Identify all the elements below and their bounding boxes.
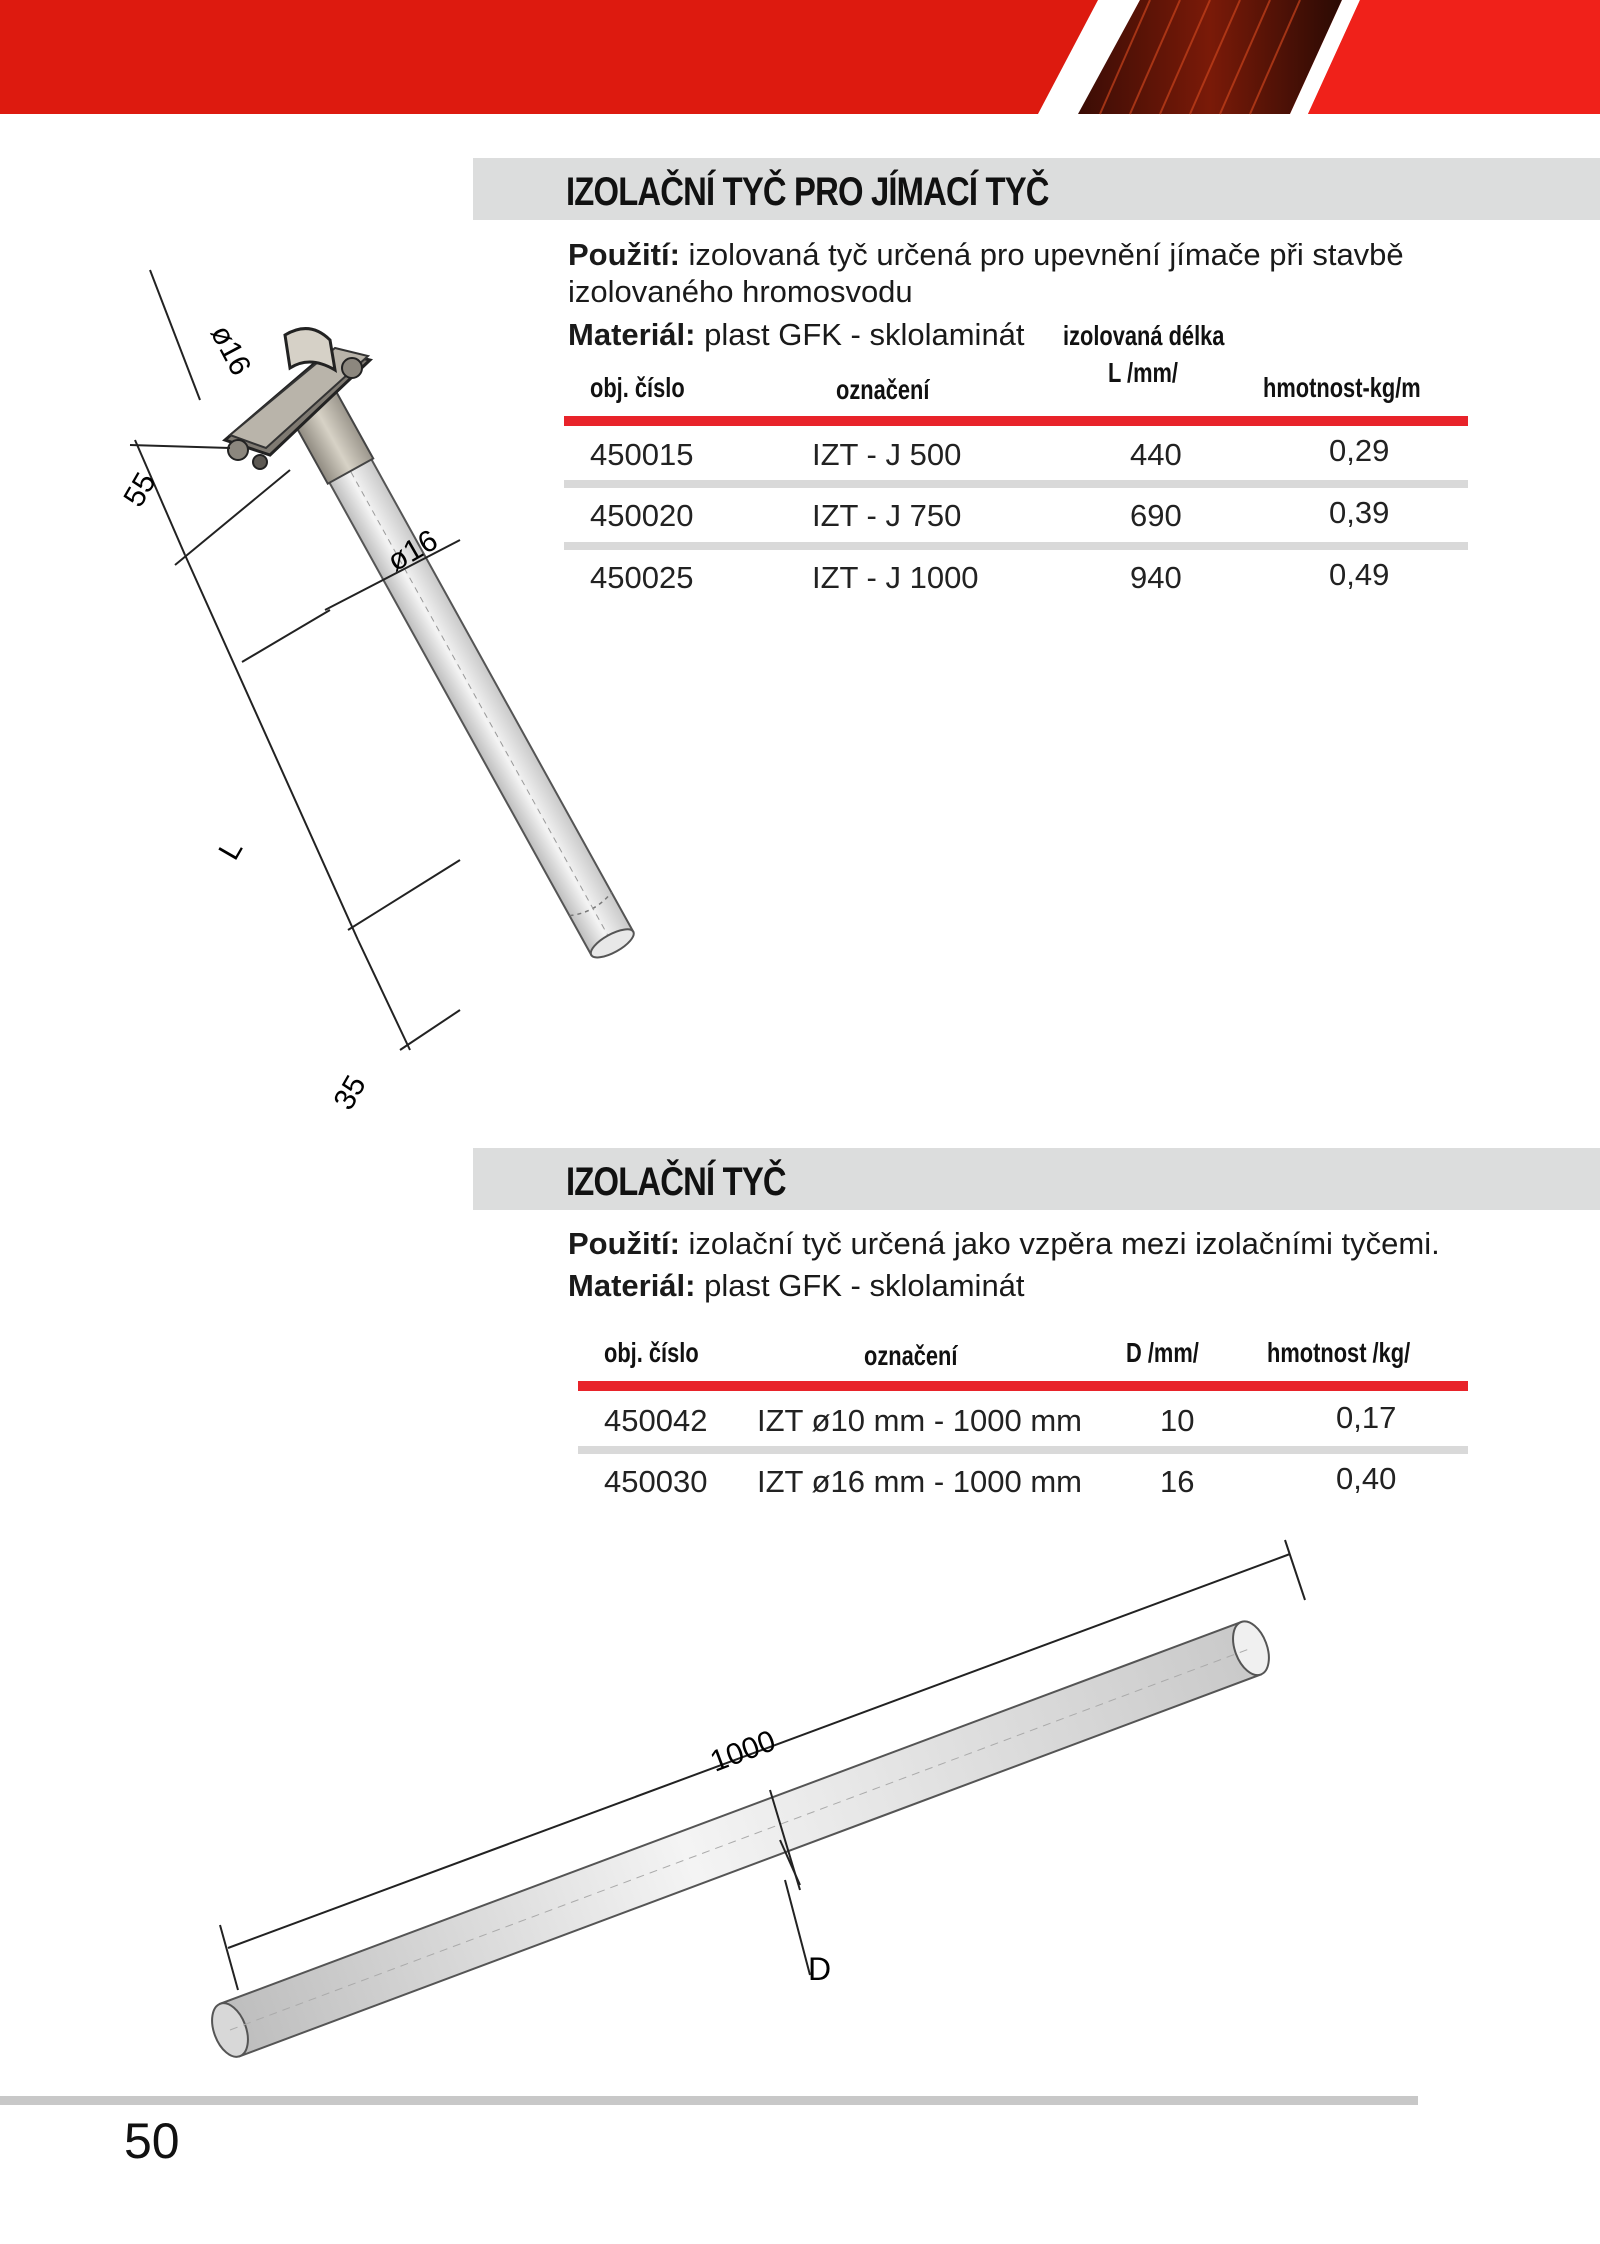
s1-header-l-mm: L /mm/ <box>1108 357 1178 388</box>
s1-row3-hmotnost: 0,49 <box>1329 557 1390 592</box>
s2-row-divider <box>578 1446 1468 1454</box>
s2-row1-d: 10 <box>1160 1403 1195 1438</box>
section2-material <box>568 1267 1025 1304</box>
section1-title-bar <box>473 158 1600 220</box>
section1-rod-drawing <box>117 250 690 1130</box>
section1-usage <box>568 236 1404 273</box>
s1-row1-hmotnost: 0,29 <box>1329 433 1390 468</box>
section2-usage-label: Použití: <box>568 1226 680 1261</box>
section2-usage <box>568 1225 1440 1262</box>
s2-header-hmotnost: hmotnost /kg/ <box>1267 1337 1411 1368</box>
section2-usage-text: izolační tyč určená jako vzpěra mezi izolačními tyčemi. <box>688 1226 1440 1261</box>
dim-d: D <box>808 1951 832 1987</box>
s2-header-oznaceni: označení <box>864 1340 958 1371</box>
section1-usage-text: izolovaná tyč určená pro upevnění jímače při stavbě <box>688 237 1404 272</box>
s2-row1-obj: 450042 <box>604 1403 708 1438</box>
section1-material-label: Materiál: <box>568 317 696 352</box>
s2-row2-obj: 450030 <box>604 1464 708 1499</box>
s2-header-rule <box>578 1381 1468 1391</box>
s2-header-d: D /mm/ <box>1126 1337 1199 1368</box>
rod-body <box>220 1622 1261 2056</box>
s1-row3-oznaceni: IZT - J 1000 <box>812 560 979 595</box>
s1-row1-obj: 450015 <box>590 437 694 472</box>
s1-header-oznaceni: označení <box>836 374 930 405</box>
dim-55: 55 <box>117 467 163 513</box>
s1-row2-delka: 690 <box>1130 498 1182 533</box>
s1-row3-obj: 450025 <box>590 560 694 595</box>
s1-row2-obj: 450020 <box>590 498 694 533</box>
s1-row1-oznaceni: IZT - J 500 <box>812 437 962 472</box>
header-photo-strip <box>0 0 1600 114</box>
footer-rule <box>0 2096 1418 2105</box>
section2-material-label: Materiál: <box>568 1268 696 1303</box>
s2-header-obj-cislo: obj. číslo <box>604 1337 699 1368</box>
section2-rod-drawing <box>200 1540 1360 2080</box>
s1-header-rule <box>564 416 1468 426</box>
dim-1000: 1000 <box>705 1724 780 1779</box>
dim-dia-top: ø16 <box>203 319 258 381</box>
section1-usage-line2: izolovaného hromosvodu <box>568 274 913 309</box>
s1-row1-delka: 440 <box>1130 437 1182 472</box>
section2-title-bar <box>473 1148 1600 1210</box>
s1-row2-hmotnost: 0,39 <box>1329 495 1390 530</box>
dim-l: L <box>212 834 250 866</box>
section2-title: IZOLAČNÍ TYČ <box>566 1160 786 1204</box>
s2-row2-hmotnost: 0,40 <box>1336 1461 1397 1496</box>
s2-row2-d: 16 <box>1160 1464 1195 1499</box>
section1-usage-label: Použití: <box>568 237 680 272</box>
dim-dia-rod: ø16 <box>382 523 444 579</box>
s1-row3-delka: 940 <box>1130 560 1182 595</box>
section2-material-text: plast GFK - sklolaminát <box>704 1268 1025 1303</box>
s2-row1-oznaceni: IZT ø10 mm - 1000 mm <box>757 1403 1082 1438</box>
page-number: 50 <box>124 2113 180 2169</box>
s2-row2-oznaceni: IZT ø16 mm - 1000 mm <box>757 1464 1082 1499</box>
s1-header-hmotnost: hmotnost-kg/m <box>1263 372 1421 403</box>
s1-header-izolovana-delka: izolovaná délka <box>1063 320 1225 351</box>
s2-row1-hmotnost: 0,17 <box>1336 1400 1397 1435</box>
dim-35: 35 <box>327 1070 373 1116</box>
s1-header-obj-cislo: obj. číslo <box>590 372 685 403</box>
section1-title: IZOLAČNÍ TYČ PRO JÍMACÍ TYČ <box>566 170 1049 214</box>
section1-material-text: plast GFK - sklolaminát <box>704 317 1025 352</box>
s1-row-divider <box>564 542 1468 550</box>
s1-row2-oznaceni: IZT - J 750 <box>812 498 962 533</box>
s1-row-divider <box>564 480 1468 488</box>
